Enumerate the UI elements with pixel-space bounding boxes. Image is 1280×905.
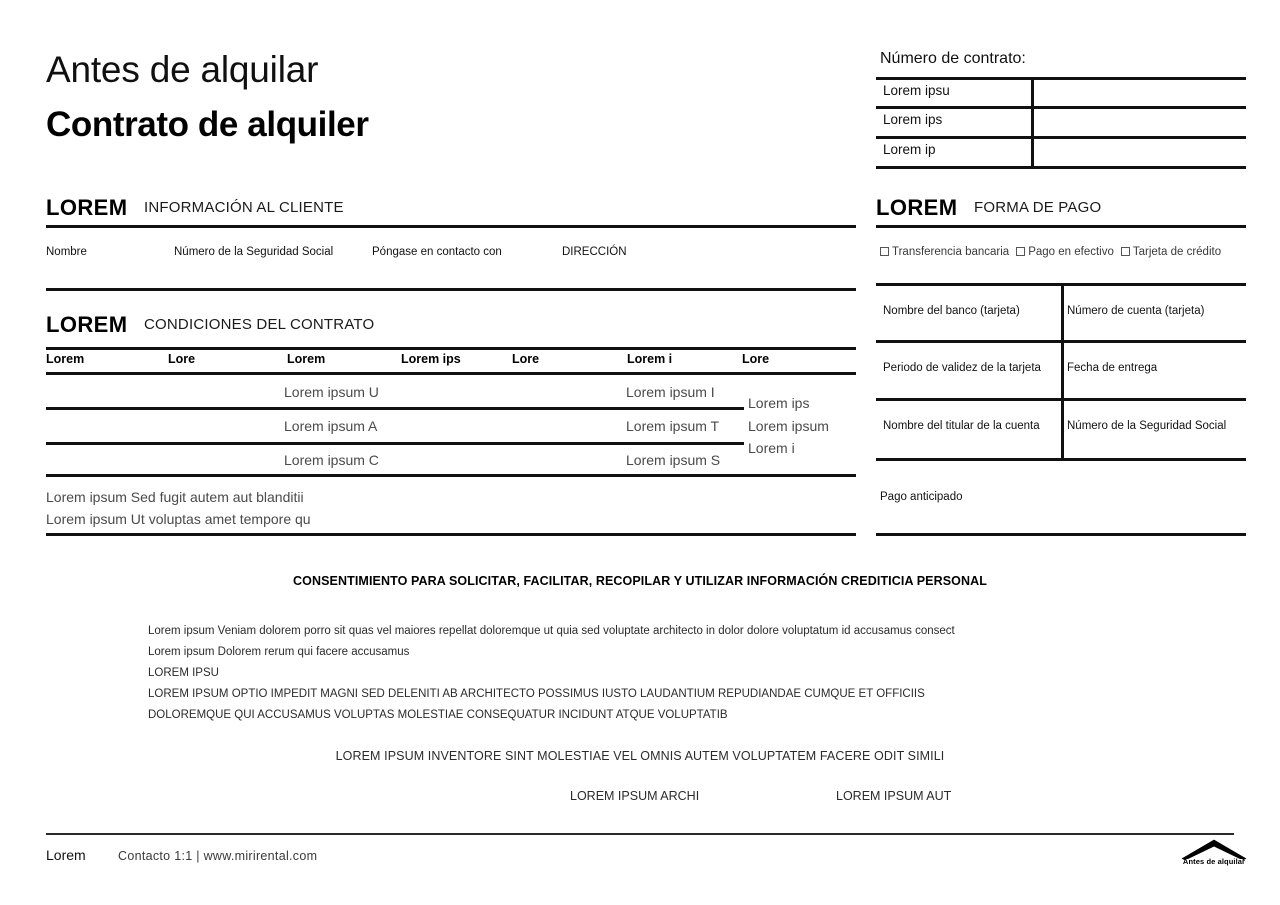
cell-left: Nombre del titular de la cuenta (883, 420, 1040, 432)
payment-method-options (880, 246, 1246, 264)
contract-number-table (876, 77, 1246, 169)
section-title: INFORMACIÓN AL CLIENTE (144, 199, 344, 216)
brand-logo (1178, 838, 1250, 872)
contract-number-title: Número de contrato: (880, 50, 1026, 67)
table-row[interactable] (876, 136, 1246, 166)
table-column-divider (1061, 283, 1064, 461)
consent-paragraph: LOREM IPSU (148, 667, 219, 679)
consent-body (148, 621, 1148, 726)
field-label-nombre: Nombre (46, 246, 87, 258)
field-label-address: DIRECCIÓN (562, 246, 627, 258)
checkbox-option-bank-transfer[interactable] (880, 246, 1009, 258)
page-title: Contrato de alquiler (46, 105, 369, 144)
conditions-section-bottom-rule (46, 533, 856, 536)
signature-label-left: LOREM IPSUM ARCHI (570, 789, 700, 803)
row-divider (46, 407, 744, 410)
section-label: LOREM (46, 195, 128, 220)
table-rule (46, 347, 856, 350)
cell-value: Lorem ipsum T (626, 418, 720, 434)
table-row[interactable] (876, 77, 1246, 107)
footer-brand: Lorem (46, 847, 86, 863)
row-label: Lorem ips (883, 112, 943, 127)
row-label: Lorem ipsu (883, 83, 950, 98)
section-rule-customer-info (46, 225, 856, 228)
table-row[interactable] (876, 106, 1246, 136)
cell-left: Nombre del banco (tarjeta) (883, 305, 1020, 317)
table-rule (46, 372, 856, 375)
cell-value: Lorem ipsum S (626, 452, 721, 468)
table-rule (876, 166, 1246, 169)
column-header: Lorem ips (401, 352, 461, 366)
conditions-table (46, 347, 856, 477)
section-title: CONDICIONES DEL CONTRATO (144, 316, 375, 333)
checkbox-icon[interactable] (880, 247, 889, 256)
cell-value: Lorem ipsum C (284, 452, 379, 468)
checkbox-icon[interactable] (1121, 247, 1130, 256)
cell-right: Fecha de entrega (1067, 362, 1158, 374)
section-title: FORMA DE PAGO (974, 199, 1102, 216)
tail-cell-value: Lorem ipsum (748, 418, 829, 434)
table-column-divider (1031, 77, 1034, 169)
field-label-contact: Póngase en contacto con (372, 246, 502, 258)
payment-details-table (876, 283, 1246, 461)
payment-section-bottom-rule (876, 533, 1246, 536)
customer-info-bottom-rule (46, 288, 856, 291)
tail-cell-value: Lorem ips (748, 395, 810, 411)
footer-contact[interactable]: Contacto 1:1 | www.mirirental.com (118, 849, 318, 863)
field-label-ssn: Número de la Seguridad Social (174, 246, 334, 258)
column-header: Lorem (287, 352, 326, 366)
cell-right: Número de la Seguridad Social (1067, 420, 1227, 432)
column-header: Lore (512, 352, 540, 366)
customer-info-fields (46, 246, 856, 268)
footer-divider (46, 833, 1234, 835)
checkbox-option-credit-card[interactable] (1121, 246, 1221, 258)
conditions-notes (46, 486, 856, 530)
section-header-customer-info (46, 195, 856, 221)
page-pretitle: Antes de alquilar (46, 49, 319, 90)
section-label: LOREM (46, 312, 128, 337)
column-header: Lorem i (627, 352, 673, 366)
consent-centered-line: LOREM IPSUM INVENTORE SINT MOLESTIAE VEL OMNIS AUTEM VOLUPTATEM FACERE ODIT SIMILI (335, 749, 945, 763)
column-header: Lorem (46, 352, 85, 366)
section-header-conditions (46, 312, 856, 338)
consent-signature-row (0, 789, 1280, 809)
consent-paragraph: DOLOREMQUE QUI ACCUSAMUS VOLUPTAS MOLESTIAE CONSEQUATUR INCIDUNT ATQUE VOLUPTATIB (148, 709, 728, 721)
cell-left: Periodo de validez de la tarjeta (883, 362, 1041, 374)
section-rule-payment-method (876, 225, 1246, 228)
option-label: Tarjeta de crédito (1132, 246, 1222, 258)
advance-payment-label: Pago anticipado (880, 491, 963, 503)
consent-paragraph: Lorem ipsum Dolorem rerum qui facere accusamus (148, 646, 410, 658)
section-header-payment-method (876, 195, 1246, 221)
note-line: Lorem ipsum Ut voluptas amet tempore qu (46, 511, 311, 527)
option-label: Pago en efectivo (1028, 246, 1114, 258)
table-rule (46, 474, 856, 477)
consent-title: CONSENTIMIENTO PARA SOLICITAR, FACILITAR, RECOPILAR Y UTILIZAR INFORMACIÓN CREDITICIA PERSONAL (293, 574, 987, 588)
section-label: LOREM (876, 195, 958, 220)
cell-value: Lorem ipsum A (284, 418, 378, 434)
consent-paragraph: Lorem ipsum Veniam dolorem porro sit quas vel maiores repellat doloremque ut quia sed voluptate architecto in dolor dolore voluptatum id accusamus consect (148, 625, 955, 637)
note-line: Lorem ipsum Sed fugit autem aut blanditii (46, 489, 304, 505)
signature-label-right: LOREM IPSUM AUT (836, 789, 952, 803)
cell-value: Lorem ipsum U (284, 384, 379, 400)
cell-value: Lorem ipsum I (626, 384, 715, 400)
tail-cell-value: Lorem i (748, 440, 795, 456)
cell-right: Número de cuenta (tarjeta) (1067, 305, 1205, 317)
row-divider (46, 442, 744, 445)
consent-paragraph: LOREM IPSUM OPTIO IMPEDIT MAGNI SED DELENITI AB ARCHITECTO POSSIMUS IUSTO LAUDANTIUM REPUDIANDAE CUMQUE ET OFFICIIS (148, 688, 925, 700)
checkbox-icon[interactable] (1016, 247, 1025, 256)
row-label: Lorem ip (883, 142, 936, 157)
logo-text: Antes de alquilar (1182, 857, 1246, 866)
option-label: Transferencia bancaria (892, 246, 1010, 258)
checkbox-option-cash[interactable] (1016, 246, 1114, 258)
column-header: Lore (168, 352, 196, 366)
column-header: Lore (742, 352, 770, 366)
